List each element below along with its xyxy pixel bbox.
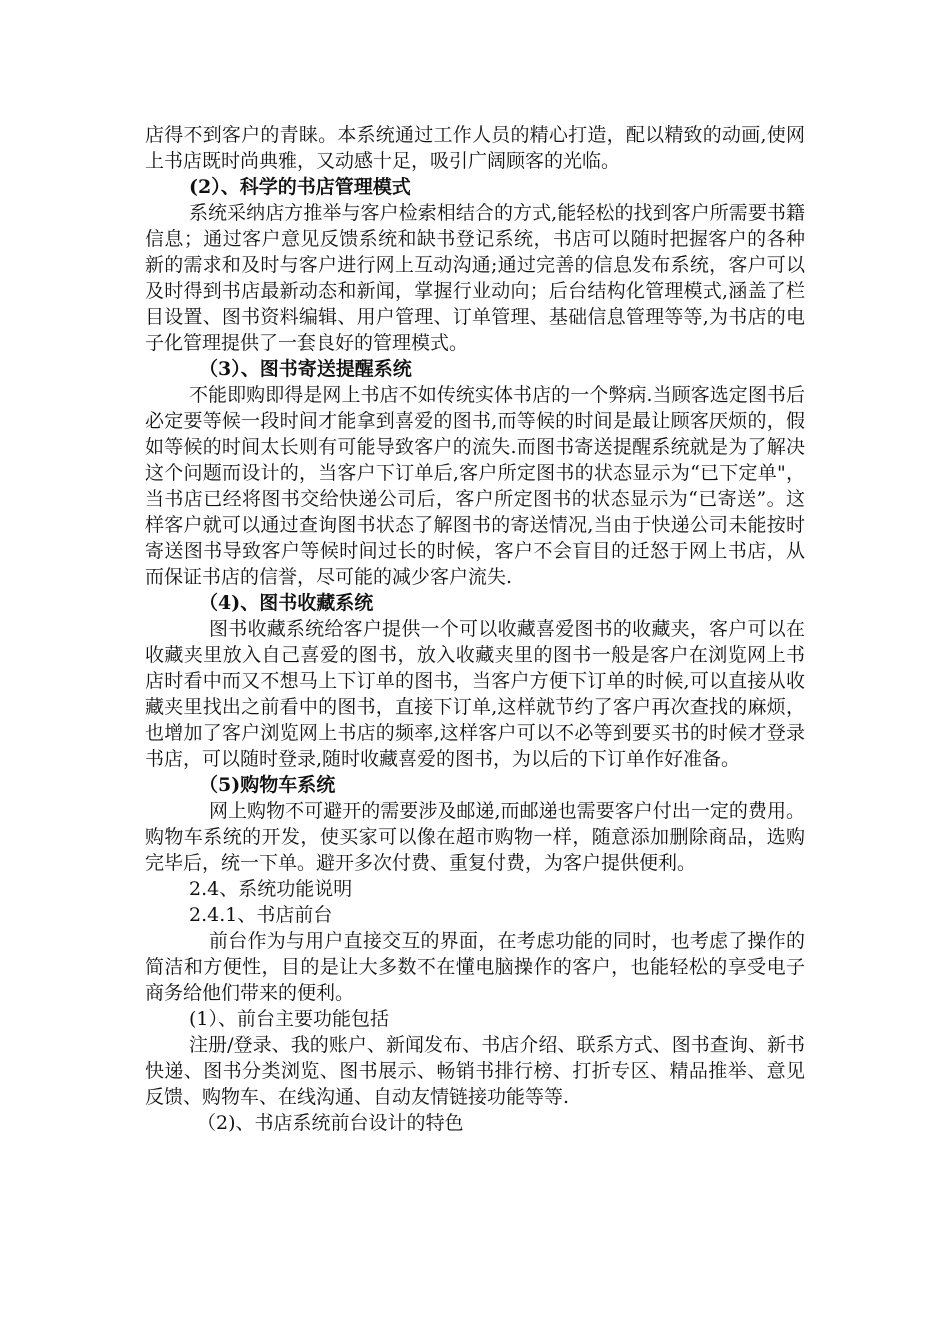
paragraph-shopping-cart: 网上购物不可避开的需要涉及邮递,而邮递也需要客户付出一定的费用。购物车系统的开发，使买家可以像在超市购物一样，随意添加删除商品，选购完毕后，统一下单。避开多次付费、重复付费，为客户提供便利。 <box>145 800 805 874</box>
paragraph-management-mode: 系统采纳店方推举与客户检索相结合的方式,能轻松的找到客户所需要书籍信息；通过客户意见反馈系统和缺书登记系统，书店可以随时把握客户的各种新的需求和及时与客户进行网上互动沟通;通过完善的信息发布系统，客户可以及时得到书店最新动态和新闻，掌握行业动向；后台结构化管理模式,涵盖了栏目设置、图书资料编辑、用户管理、订单管理、基础信息管理等等,为书店的电子化管理提供了一套良好的管理模式。 <box>145 202 805 354</box>
paragraph-favorites-system: 图书收藏系统给客户提供一个可以收藏喜爱图书的收藏夹，客户可以在收藏夹里放入自己喜爱的图书，放入收藏夹里的图书一般是客户在浏览网上书店时看中而又不想马上下订单的图书，当客户方便下订单的时候,可以直接从收藏夹里找出之前看中的图书，直接下订单,这样就节约了客户再次查找的麻烦，也增加了客户浏览网上书店的频率,这样客户可以不必等到要买书的时候才登录书店，可以随时登录,随时收藏喜爱的图书，为以后的下订单作好准备。 <box>145 618 805 770</box>
frontend-features-title: （2)、书店系统前台设计的特色 <box>197 1112 464 1134</box>
document-page <box>145 122 805 1136</box>
frontend-functions-title: (1）、前台主要功能包括 <box>189 1008 390 1030</box>
paragraph-intro: 店得不到客户的青睐。本系统通过工作人员的精心打造，配以精致的动画,使网上书店既时尚典雅，又动感十足，吸引广阔顾客的光临。 <box>145 124 805 172</box>
paragraph-frontend-functions: 注册/登录、我的账户、新闻发布、书店介绍、联系方式、图书查询、新书快递、图书分类浏览、图书展示、畅销书排行榜、打折专区、精品推举、意见反馈、购物车、在线沟通、自动友情链接功能等等. <box>145 1034 805 1108</box>
paragraph-frontend-intro: 前台作为与用户直接交互的界面，在考虑功能的同时，也考虑了操作的简洁和方便性，目的是让大多数不在懂电脑操作的客户，也能轻松的享受电子商务给他们带来的便利。 <box>145 930 805 1004</box>
heading-delivery-reminder: （3）、图书寄送提醒系统 <box>199 358 412 380</box>
heading-shopping-cart: （5)购物车系统 <box>199 774 336 796</box>
heading-favorites-system: （4)、图书收藏系统 <box>199 592 374 614</box>
section-2-4-1-title: 2.4.1、书店前台 <box>189 904 333 926</box>
heading-management-mode: (2）、科学的书店管理模式 <box>189 176 411 198</box>
paragraph-delivery-reminder: 不能即购即得是网上书店不如传统实体书店的一个弊病.当顾客选定图书后必定要等候一段时间才能拿到喜爱的图书,而等候的时间是最让顾客厌烦的，假如等候的时间太长则有可能导致客户的流失.而图书寄送提醒系统就是为了解决这个问题而设计的，当客户下订单后,客户所定图书的状态显示为“已下定单"，当书店已经将图书交给快递公司后，客户所定图书的状态显示为“已寄送”。这样客户就可以通过查询图书状态了解图书的寄送情况,当由于快递公司未能按时寄送图书导致客户等候时间过长的时候，客户不会盲目的迁怒于网上书店，从而保证书店的信誉，尽可能的减少客户流失. <box>145 384 805 588</box>
section-2-4-title: 2.4、系统功能说明 <box>189 878 353 900</box>
